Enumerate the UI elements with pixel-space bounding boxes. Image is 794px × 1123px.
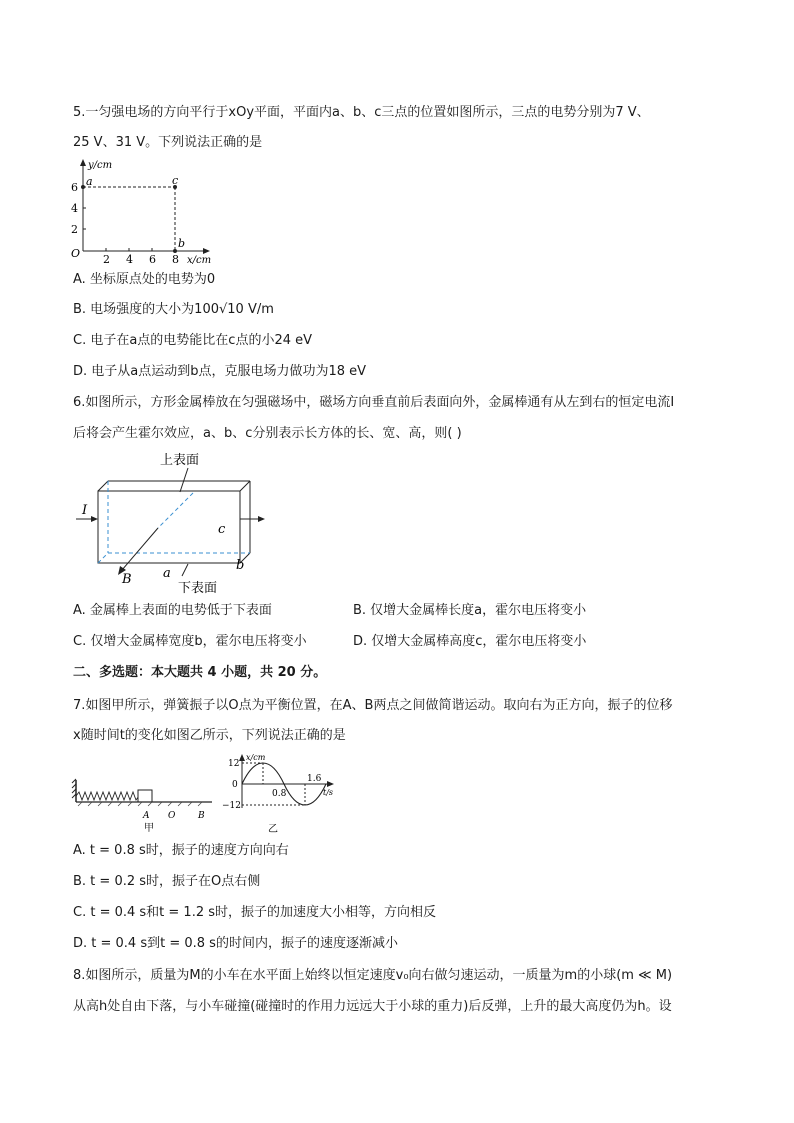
q5-option-c: C. 电子在a点的电势能比在c点的小24 eV [73,333,313,348]
q5-point-c: c [172,174,179,187]
q7-yi-tick-1.6: 1.6 [307,774,322,784]
q5-xtick-2: 2 [103,253,110,265]
q6-label-B: B [122,572,132,587]
q6-label-b: b [236,558,245,573]
q7-yi-tick-0.8: 0.8 [272,789,287,799]
q6-top-surface-label: 上表面 [160,453,200,468]
q7-option-c: C. t = 0.4 s和t = 1.2 s时，振子的加速度大小相等，方向相反 [73,905,437,920]
q6-option-d: D. 仅增大金属棒高度c，霍尔电压将变小 [353,634,587,649]
q6-option-c: C. 仅增大金属棒宽度b，霍尔电压将变小 [73,634,307,649]
q6-label-I: I [82,503,88,518]
section-heading-multiple-choice: 二、多选题：本大题共 4 小题，共 20 分。 [73,665,327,680]
q7-option-d: D. t = 0.4 s到t = 0.8 s的时间内，振子的速度逐渐减小 [73,936,398,951]
q7-yi-caption: 乙 [268,824,278,835]
q6-option-a: A. 金属棒上表面的电势低于下表面 [73,603,272,618]
q7-stem-line2: x随时间t的变化如图乙所示，下列说法正确的是 [73,728,346,743]
q5-xtick-8: 8 [172,253,179,265]
q5-xlabel: x/cm [187,255,212,265]
q6-label-c: c [218,522,226,537]
q7-jia-label-B: B [198,811,205,821]
q7-jia-label-O: O [168,811,176,821]
q5-option-a: A. 坐标原点处的电势为0 [73,272,216,287]
q7-option-b: B. t = 0.2 s时，振子在O点右侧 [73,874,261,889]
q5-stem-line1: 5.一匀强电场的方向平行于xOy平面，平面内a、b、c三点的位置如图所示，三点的电势分别为7 V、 [73,105,650,120]
q5-xtick-6: 6 [149,253,156,265]
q5-coordinate-graph [66,157,216,265]
q7-figure-jia-spring-oscillator [70,776,218,836]
q5-option-b: B. 电场强度的大小为100√10 V/m [73,302,274,317]
q7-yi-ytick-neg12: −12 [222,801,241,811]
q8-stem-line2: 从高h处自由下落，与小车碰撞(碰撞时的作用力远远大于小球的重力)后反弹，上升的最大高度仍为h。设 [73,999,672,1014]
q5-ytick-6: 6 [71,181,78,194]
q6-stem-line1: 6.如图所示，方形金属棒放在匀强磁场中，磁场方向垂直前后表面向外，金属棒通有从左到右的恒定电流I [73,395,675,410]
q6-bottom-surface-label: 下表面 [178,581,218,596]
q5-ytick-2: 2 [71,223,78,236]
q5-xtick-4: 4 [126,253,133,265]
q5-stem-line2: 25 V、31 V。下列说法正确的是 [73,135,263,150]
q6-metal-bar-figure [70,446,270,596]
q6-option-b: B. 仅增大金属棒长度a，霍尔电压将变小 [353,603,587,618]
q5-ytick-4: 4 [71,202,78,215]
q7-option-a: A. t = 0.8 s时，振子的速度方向向右 [73,843,289,858]
q6-label-a: a [163,566,171,581]
q7-yi-ytick-0: 0 [232,780,238,790]
q5-origin-label: O [71,247,81,260]
q7-yi-ytick-12: 12 [228,759,240,769]
q7-yi-ylabel: x/cm [246,753,266,762]
q5-ylabel: y/cm [88,160,113,171]
q5-point-a: a [86,175,93,188]
q8-stem-line1: 8.如图所示，质量为M的小车在水平面上始终以恒定速度v₀向右做匀速运动，一质量为m的小球(m ≪ M) [73,968,673,983]
q7-stem-line1: 7.如图甲所示，弹簧振子以O点为平衡位置，在A、B两点之间做简谐运动。取向右为正方向，振子的位移 [73,698,673,713]
q7-jia-caption: 甲 [144,823,154,834]
q5-option-d: D. 电子从a点运动到b点，克服电场力做功为18 eV [73,364,367,379]
q7-figure-yi-displacement-graph [222,752,340,836]
q7-yi-xlabel: t/s [323,788,334,797]
q7-jia-label-A: A [143,811,150,821]
q6-stem-line2: 后将会产生霍尔效应，a、b、c分别表示长方体的长、宽、高，则( ) [73,426,462,441]
q5-point-b: b [178,237,186,250]
